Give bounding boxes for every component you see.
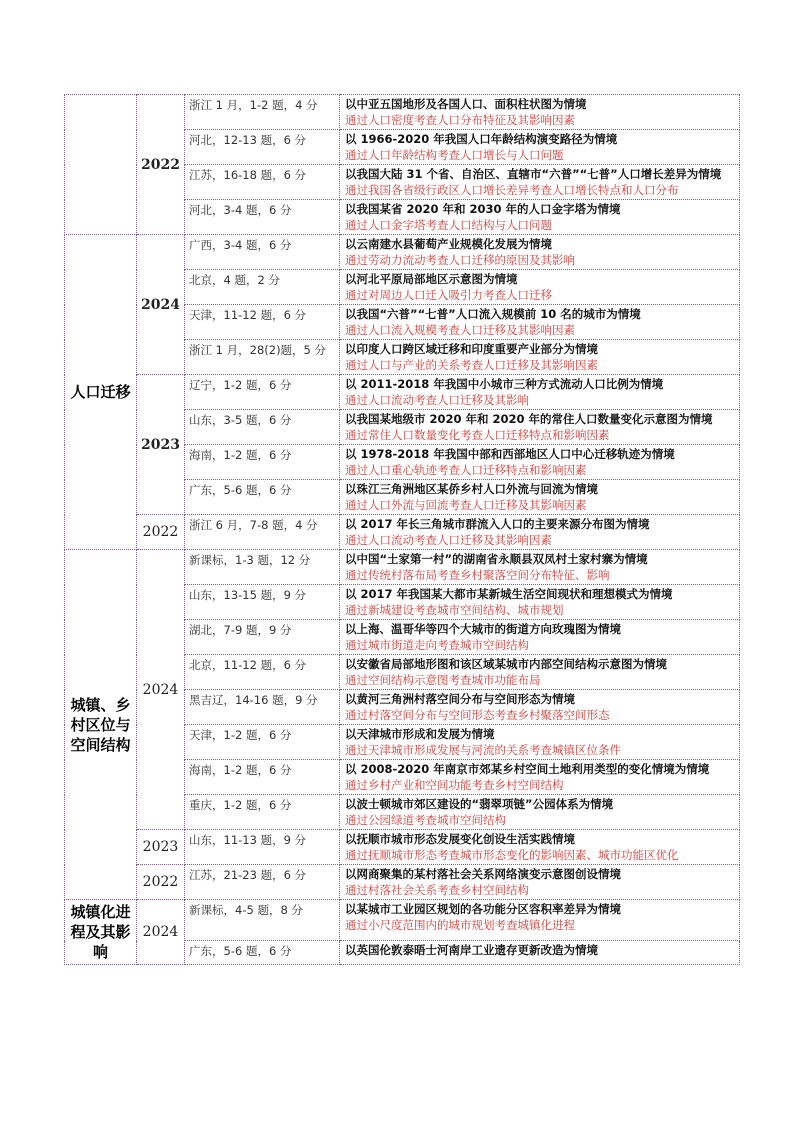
source-cell: 新课标，1-3 题，12 分	[185, 550, 340, 585]
source-cell: 黑吉辽，14-16 题，9 分	[185, 690, 340, 725]
content-cell	[340, 130, 740, 165]
content-cell	[340, 830, 740, 865]
question-context: 以某城市工业园区规划的各功能分区容积率差异为情境	[345, 902, 621, 916]
content-cell	[340, 165, 740, 200]
content-cell	[340, 480, 740, 515]
question-context: 以抚顺市城市形态发展变化创设生活实践情境	[345, 832, 575, 846]
source-cell: 重庆，1-2 题，6 分	[185, 795, 340, 830]
topic-cell-continued	[65, 95, 137, 235]
content-cell	[340, 410, 740, 445]
table-row	[65, 95, 740, 130]
assessment-point: 通过人口流入规模考查人口迁移及其影响因素	[345, 323, 575, 337]
source-cell: 北京，11-12 题，6 分	[185, 655, 340, 690]
question-context: 以英国伦敦泰晤士河南岸工业遗存更新改造为情境	[345, 943, 598, 958]
year-cell: 2022	[137, 865, 185, 900]
content-cell	[340, 585, 740, 620]
content-cell	[340, 900, 740, 941]
table-row	[65, 515, 740, 550]
content-cell	[340, 725, 740, 760]
question-context: 以 2017 年长三角城市群流入人口的主要来源分布图为情境	[345, 517, 650, 531]
source-cell: 江苏，16-18 题，6 分	[185, 165, 340, 200]
assessment-point: 通过人口重心轨迹考查人口迁移特点和影响因素	[345, 463, 587, 477]
assessment-point: 通过人口外流与回流考查人口迁移及其影响因素	[345, 498, 587, 512]
assessment-point: 通过新城建设考查城市空间结构、城市规划	[345, 603, 564, 617]
content-cell	[340, 200, 740, 235]
topic-cell-urbanization: 城镇化进程及其影响	[65, 900, 137, 965]
assessment-point: 通过抚顺城市形态考查城市形态变化的影响因素、城市功能区优化	[345, 848, 679, 862]
table-row	[65, 375, 740, 410]
question-context: 以 1966-2020 年我国人口年龄结构演变路径为情境	[345, 132, 618, 146]
assessment-point: 通过对周边人口迁入吸引力考查人口迁移	[345, 288, 552, 302]
source-cell: 海南，1-2 题，6 分	[185, 445, 340, 480]
assessment-point: 通过空间结构示意图考查城市功能布局	[345, 673, 541, 687]
year-cell: 2022	[137, 95, 185, 235]
content-cell	[340, 795, 740, 830]
assessment-point: 通过人口流动考查人口迁移及其影响	[345, 393, 529, 407]
content-cell	[340, 445, 740, 480]
assessment-point: 通过人口年龄结构考查人口增长与人口问题	[345, 148, 564, 162]
question-context: 以中国“土家第一村”的湖南省永顺县双凤村土家村寨为情境	[345, 552, 648, 566]
topic-cell-migration: 人口迁移	[65, 235, 137, 550]
source-cell: 辽宁，1-2 题，6 分	[185, 375, 340, 410]
assessment-point: 通过常住人口数量变化考查人口迁移特点和影响因素	[345, 428, 610, 442]
content-cell	[340, 620, 740, 655]
assessment-point: 通过人口密度考查人口分布特征及其影响因素	[345, 113, 575, 127]
content-cell	[340, 340, 740, 375]
source-cell: 浙江 1 月，1-2 题，4 分	[185, 95, 340, 130]
content-cell	[340, 655, 740, 690]
question-context: 以我国“六普”“七普”人口流入规模前 10 名的城市为情境	[345, 307, 641, 321]
content-cell	[340, 515, 740, 550]
source-cell: 广西，3-4 题，6 分	[185, 235, 340, 270]
source-cell: 广东，5-6 题，6 分	[185, 480, 340, 515]
source-cell: 广东，5-6 题，6 分	[185, 941, 340, 965]
question-context: 以 2008-2020 年南京市郊某乡村空间土地利用类型的变化情境为情境	[345, 762, 710, 776]
table-row	[65, 900, 740, 941]
source-cell: 江苏，21-23 题，6 分	[185, 865, 340, 900]
question-context: 以安徽省局部地形图和该区域某城市内部空间结构示意图为情境	[345, 657, 667, 671]
source-cell: 天津，1-2 题，6 分	[185, 725, 340, 760]
question-context: 以我国大陆 31 个省、自治区、直辖市“六普”“七普”人口增长差异为情境	[345, 167, 722, 181]
question-context: 以天津城市形成和发展为情境	[345, 727, 495, 741]
assessment-point: 通过村落社会关系考查乡村空间结构	[345, 883, 529, 897]
source-cell: 山东，13-15 题，9 分	[185, 585, 340, 620]
source-cell: 湖北，7-9 题，9 分	[185, 620, 340, 655]
year-cell: 2022	[137, 515, 185, 550]
table-row	[65, 550, 740, 585]
year-cell: 2023	[137, 830, 185, 865]
exam-topic-table	[64, 94, 740, 965]
content-cell	[340, 865, 740, 900]
content-cell	[340, 941, 740, 965]
assessment-point: 通过人口流动考查人口迁移及其影响因素	[345, 533, 552, 547]
question-context: 以 1978-2018 年我国中部和西部地区人口中心迁移轨迹为情境	[345, 447, 675, 461]
assessment-point: 通过乡村产业和空间功能考查乡村空间结构	[345, 778, 564, 792]
question-context: 以上海、温哥华等四个大城市的街道方向玫瑰图为情境	[345, 622, 621, 636]
question-context: 以印度人口跨区域迁移和印度重要产业部分为情境	[345, 342, 598, 356]
content-cell	[340, 305, 740, 340]
content-cell	[340, 375, 740, 410]
source-cell: 山东，11-13 题，9 分	[185, 830, 340, 865]
assessment-point: 通过公园绿道考查城市空间结构	[345, 813, 506, 827]
source-cell: 浙江 6 月，7-8 题，4 分	[185, 515, 340, 550]
assessment-point: 通过我国各省级行政区人口增长差异考查人口增长特点和人口分布	[345, 183, 679, 197]
source-cell: 河北，12-13 题，6 分	[185, 130, 340, 165]
content-cell	[340, 95, 740, 130]
source-cell: 海南，1-2 题，6 分	[185, 760, 340, 795]
content-cell	[340, 550, 740, 585]
question-context: 以网商聚集的某村落社会关系网络演变示意图创设情境	[345, 867, 621, 881]
content-cell	[340, 270, 740, 305]
source-cell: 天津，11-12 题，6 分	[185, 305, 340, 340]
question-context: 以 2017 年我国某大都市某新城生活空间现状和理想模式为情境	[345, 587, 673, 601]
source-cell: 北京，4 题，2 分	[185, 270, 340, 305]
question-context: 以波士顿城市郊区建设的“翡翠项链”公园体系为情境	[345, 797, 614, 811]
table-row	[65, 235, 740, 270]
source-cell: 山东，3-5 题，6 分	[185, 410, 340, 445]
source-cell: 河北，3-4 题，6 分	[185, 200, 340, 235]
assessment-point: 通过天津城市形成发展与河流的关系考查城镇区位条件	[345, 743, 621, 757]
question-context: 以河北平原局部地区示意图为情境	[345, 272, 518, 286]
question-context: 以云南建水县葡萄产业规模化发展为情境	[345, 237, 552, 251]
topic-cell-spatial-structure: 城镇、乡村区位与空间结构	[65, 550, 137, 900]
assessment-point: 通过村落空间分布与空间形态考查乡村聚落空间形态	[345, 708, 610, 722]
table-row	[65, 830, 740, 865]
content-cell	[340, 760, 740, 795]
question-context: 以珠江三角洲地区某侨乡村人口外流与回流为情境	[345, 482, 598, 496]
content-cell	[340, 690, 740, 725]
question-context: 以 2011-2018 年我国中小城市三种方式流动人口比例为情境	[345, 377, 664, 391]
table-row	[65, 865, 740, 900]
document-page	[64, 94, 739, 965]
question-context: 以中亚五国地形及各国人口、面积柱状图为情境	[345, 97, 587, 111]
year-cell: 2024	[137, 900, 185, 965]
year-cell: 2024	[137, 550, 185, 830]
source-cell: 浙江 1 月，28(2)题，5 分	[185, 340, 340, 375]
assessment-point: 通过传统村落布局考查乡村聚落空间分布特征、影响	[345, 568, 610, 582]
content-cell	[340, 235, 740, 270]
assessment-point: 通过人口与产业的关系考查人口迁移及其影响因素	[345, 358, 598, 372]
assessment-point: 通过小尺度范围内的城市规划考查城镇化进程	[345, 918, 575, 932]
question-context: 以我国某省 2020 年和 2030 年的人口金字塔为情境	[345, 202, 621, 216]
assessment-point: 通过人口金字塔考查人口结构与人口问题	[345, 218, 552, 232]
question-context: 以黄河三角洲村落空间分布与空间形态为情境	[345, 692, 575, 706]
question-context: 以我国某地级市 2020 年和 2020 年的常住人口数量变化示意图为情境	[345, 412, 713, 426]
year-cell: 2024	[137, 235, 185, 375]
source-cell: 新课标，4-5 题，8 分	[185, 900, 340, 941]
assessment-point: 通过城市街道走向考查城市空间结构	[345, 638, 529, 652]
year-cell: 2023	[137, 375, 185, 515]
assessment-point: 通过劳动力流动考查人口迁移的原因及其影响	[345, 253, 575, 267]
